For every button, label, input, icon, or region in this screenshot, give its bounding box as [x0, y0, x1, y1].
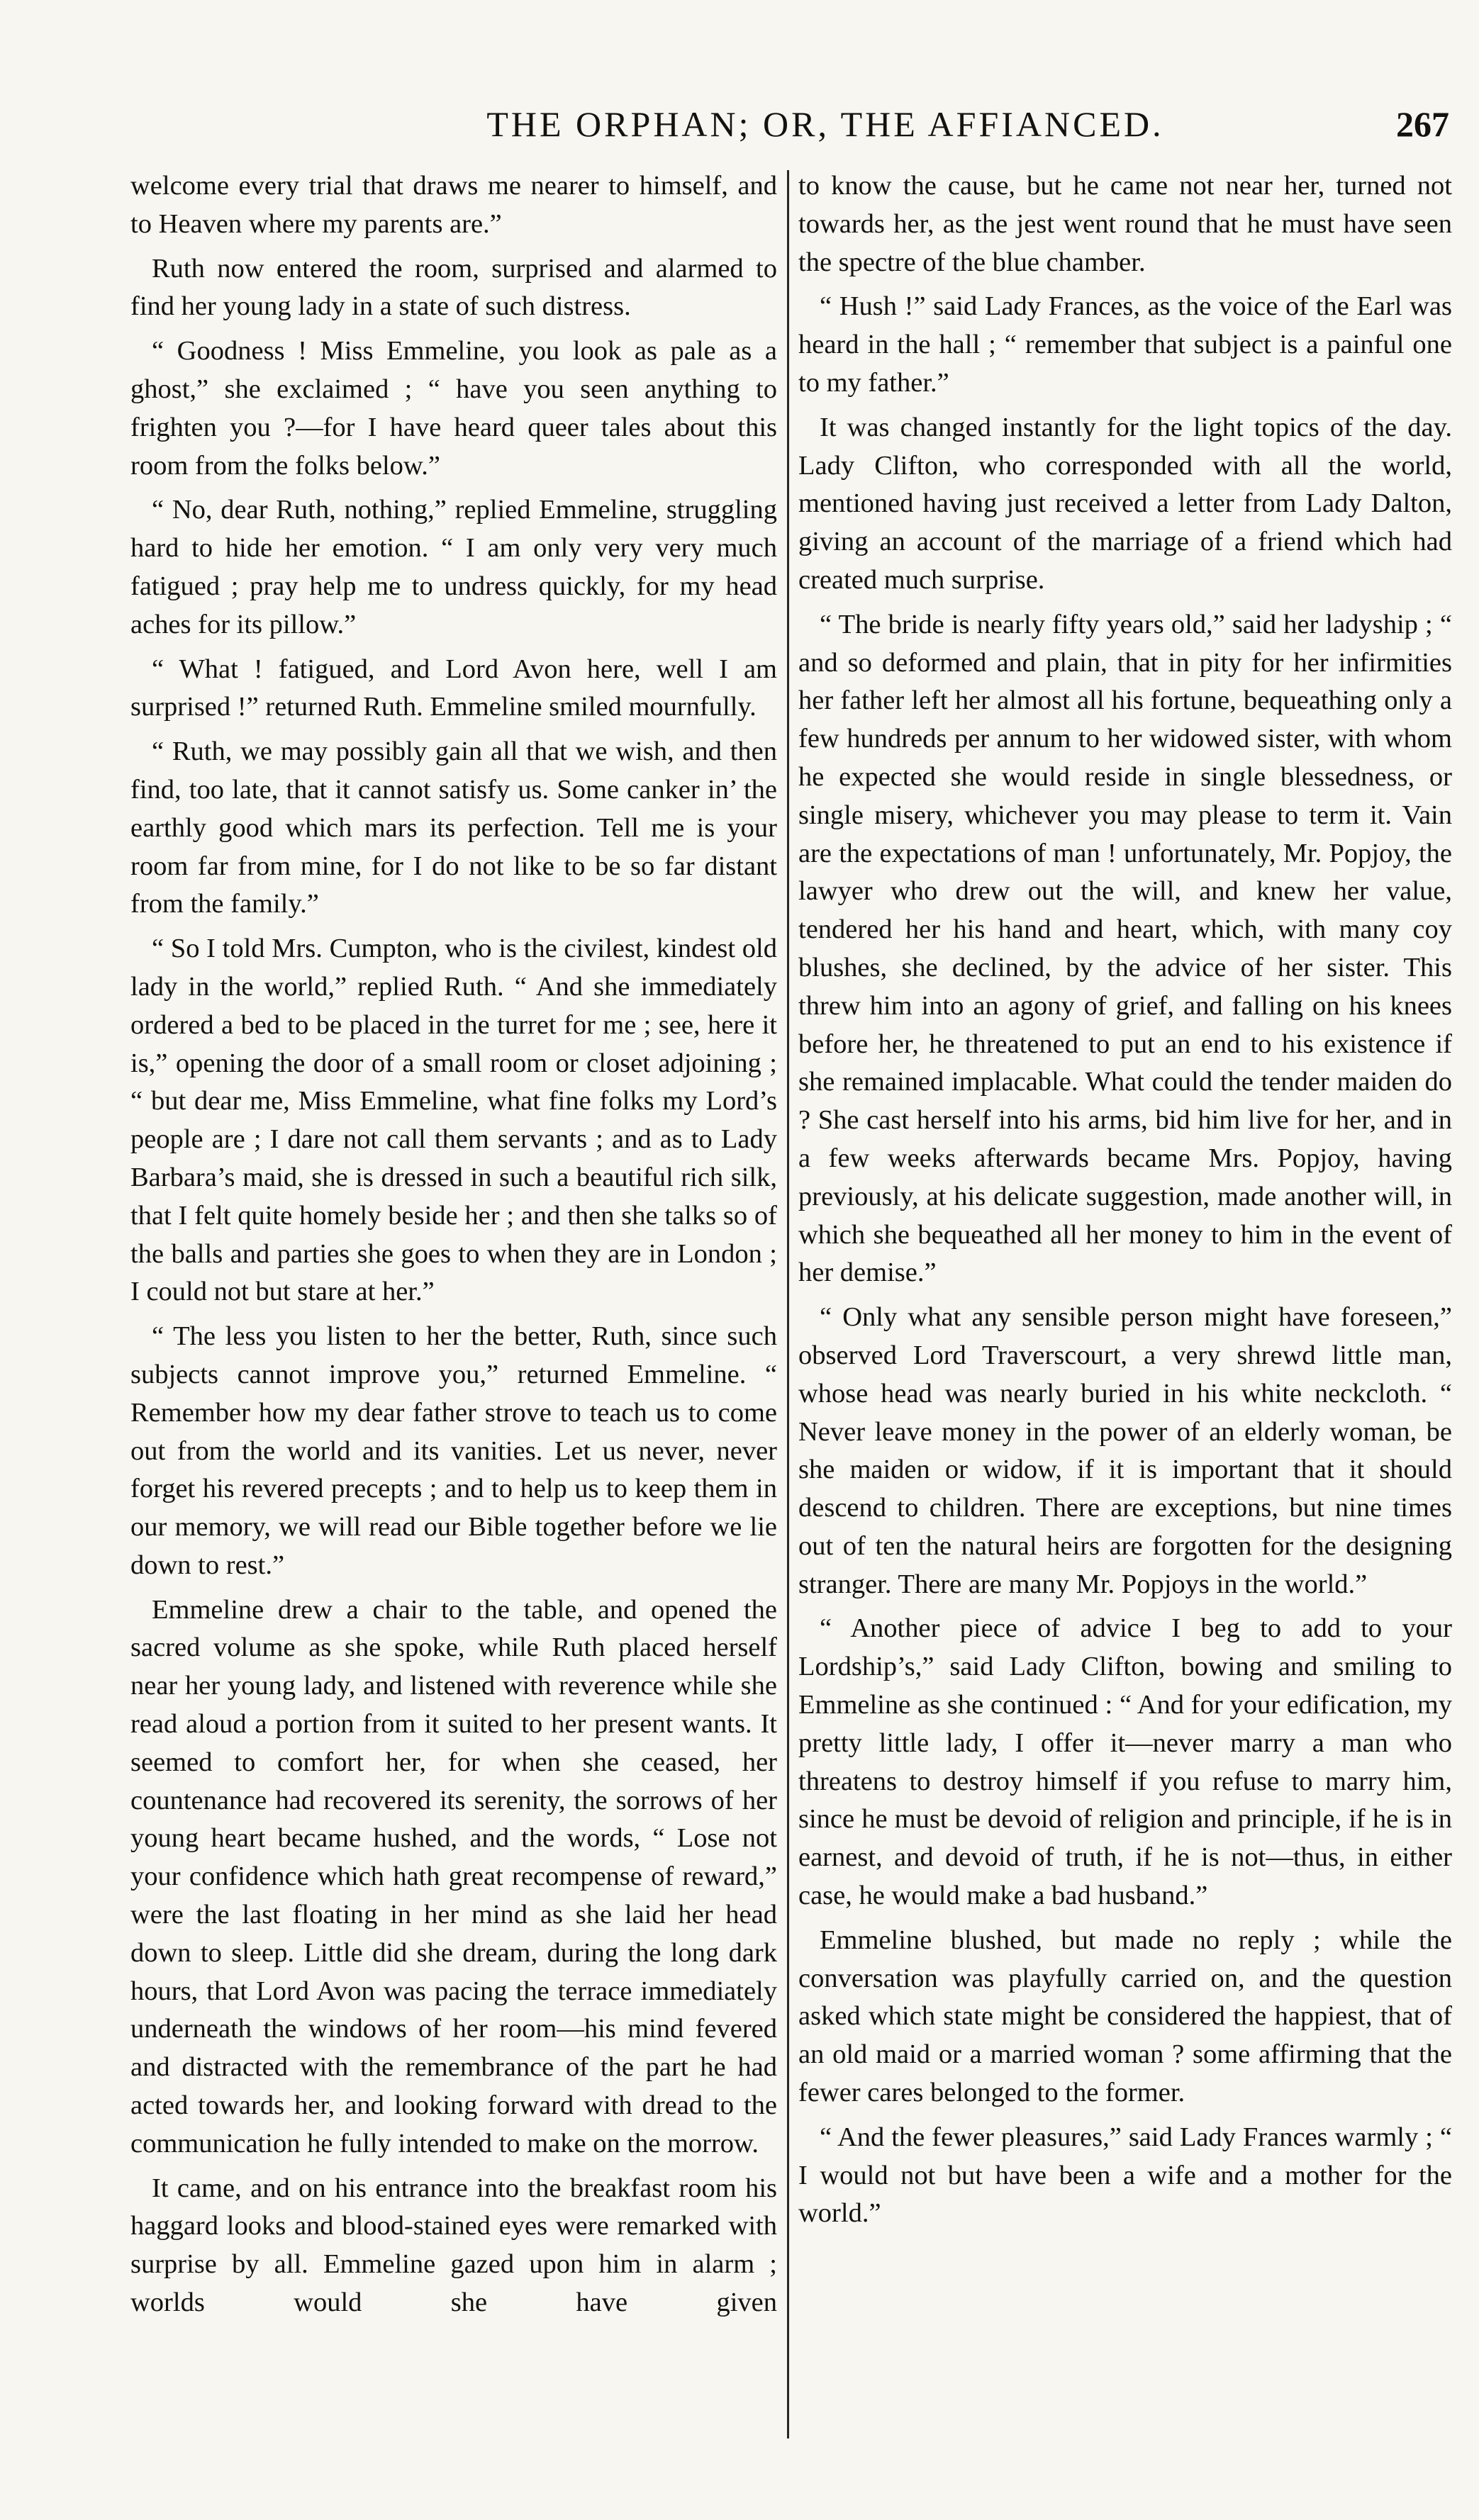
paragraph: Emmeline blushed, but made no reply ; while the conversation was playfully carried on, and the question asked which state might be considered the happiest, that of an old maid or a married woman ? some affirming that the fewer cares belonged to the former.	[798, 1925, 1452, 2108]
paragraph: “ So I told Mrs. Cumpton, who is the civilest, kindest old lady in the world,” replied Ruth. “ And she immediately ordered a bed to be placed in the turret for me ; see, here it is,” opening the door of a small room or closet adjoining ; “ but dear me, Miss Emmeline, what fine folks my Lord’s people are ; I dare not call them servants ; and as to Lady Barbara’s maid, she is dressed in such a beautiful rich silk, that I felt quite homely beside her ; and then she talks so of the balls and parties she goes to when they are in London ; I could not but stare at her.”	[130, 934, 777, 1307]
paragraph: “ The less you listen to her the better, Ruth, since such subjects cannot improve you,” returned Emmeline. “ Remember how my dear father strove to teach us to come out from the world and its vanities. Let us never, never forget his revered precepts ; and to help us to keep them in our memory, we will read our Bible together before we lie down to rest.”	[130, 1321, 777, 1580]
running-head	[130, 103, 1449, 153]
paragraph: “ Another piece of advice I beg to add to your Lordship’s,” said Lady Clifton, bowing and smiling to Emmeline as she continued : “ And for your edification, my pretty little lady, I offer it—never marry a man who threatens to destroy himself if you refuse to marry him, since he must be devoid of religion and principle, if he is in earnest, and devoid of truth, if he is not—thus, in either case, he would make a bad husband.”	[798, 1613, 1452, 1911]
paragraph: to know the cause, but he came not near her, turned not towards her, as the jest went round that he must have seen the spectre of the blue chamber.	[798, 171, 1452, 277]
paragraph: “ The bride is nearly fifty years old,” said her ladyship ; “ and so deformed and plain, that in pity for her infirmities her father left her almost all his fortune, bequeathing only a few hundreds per annum to her widowed sister, with whom he expected she would reside in single blessedness, or single misery, whichever you may please to term it. Vain are the expectations of man ! unfortunately, Mr. Popjoy, the lawyer who drew out the will, and knew her value, tendered her his hand and heart, which, with many coy blushes, she declined, by the advice of her sister. This threw him into an agony of grief, and falling on his knees before her, he threatened to put an end to his existence if she remained implacable. What could the tender maiden do ? She cast herself into his arms, bid him live for her, and in a few weeks afterwards became Mrs. Popjoy, having previously, at his delicate suggestion, made another will, in which she bequeathed all her money to him in the event of her demise.”	[798, 609, 1452, 1288]
paragraph: It was changed instantly for the light topics of the day. Lady Clifton, who corresponded with all the world, mentioned having just received a letter from Lady Dalton, giving an account of the marriage of a friend which had created much surprise.	[798, 412, 1452, 595]
paragraph: “ What ! fatigued, and Lord Avon here, well I am surprised !” returned Ruth. Emmeline smiled mournfully.	[130, 654, 777, 722]
paragraph: “ And the fewer pleasures,” said Lady Frances warmly ; “ I would not but have been a wife and a mother for the world.”	[798, 2122, 1452, 2229]
paragraph: “ No, dear Ruth, nothing,” replied Emmeline, struggling hard to hide her emotion. “ I am only very very much fatigued ; pray help me to undress quickly, for my head aches for its pillow.”	[130, 495, 777, 639]
paragraph: “ Hush !” said Lady Frances, as the voice of the Earl was heard in the hall ; “ remember that subject is a painful one to my father.”	[798, 291, 1452, 398]
paragraph: “ Only what any sensible person might have foreseen,” observed Lord Traverscourt, a very shrewd little man, whose head was nearly buried in his white neckcloth. “ Never leave money in the power of an elderly woman, be she maiden or widow, if it is important that it should descend to children. There are exceptions, but nine times out of ten the natural heirs are forgotten for the designing stranger. There are many Mr. Popjoys in the world.”	[798, 1302, 1452, 1599]
right-column	[798, 167, 1452, 2450]
paragraph: “ Goodness ! Miss Emmeline, you look as pale as a ghost,” she exclaimed ; “ have you seen anything to frighten you ?—for I have heard queer tales about this room from the folks below.”	[130, 336, 777, 481]
running-title: THE ORPHAN; OR, THE AFFIANCED.	[486, 104, 1164, 144]
paragraph: Ruth now entered the room, surprised and alarmed to find her young lady in a state of such distress.	[130, 253, 777, 322]
column-rule	[787, 170, 789, 2438]
paragraph: “ Ruth, we may possibly gain all that we wish, and then find, too late, that it cannot satisfy us. Some canker in’ the earthly good which mars its perfection. Tell me is your room far from mine, for I do not like to be so far distant from the family.”	[130, 737, 777, 919]
paragraph: Emmeline drew a chair to the table, and opened the sacred volume as she spoke, while Ruth placed herself near her young lady, and listened with reverence while she read aloud a portion from it suited to her present wants. It seemed to comfort her, for when she ceased, her countenance had recovered its serenity, the sorrows of her young heart became hushed, and the words, “ Lose not your confidence which hath great recompense of reward,” were the last floating in her mind as she laid her head down to sleep. Little did she dream, during the long dark hours, that Lord Avon was pacing the terrace immediately underneath the windows of her room—his mind fevered and distracted with the remembrance of the part he had acted towards her, and looking forward with dread to the communication he fully intended to make on the morrow.	[130, 1594, 777, 2158]
page-number: 267	[1396, 104, 1449, 144]
paragraph: welcome every trial that draws me nearer to himself, and to Heaven where my parents are.”	[130, 171, 777, 239]
left-column	[130, 167, 777, 2450]
paragraph: It came, and on his entrance into the breakfast room his haggard looks and blood-stained eyes were remarked with surprise by all. Emmeline gazed upon him in alarm ; worlds would she have given	[130, 2173, 777, 2318]
